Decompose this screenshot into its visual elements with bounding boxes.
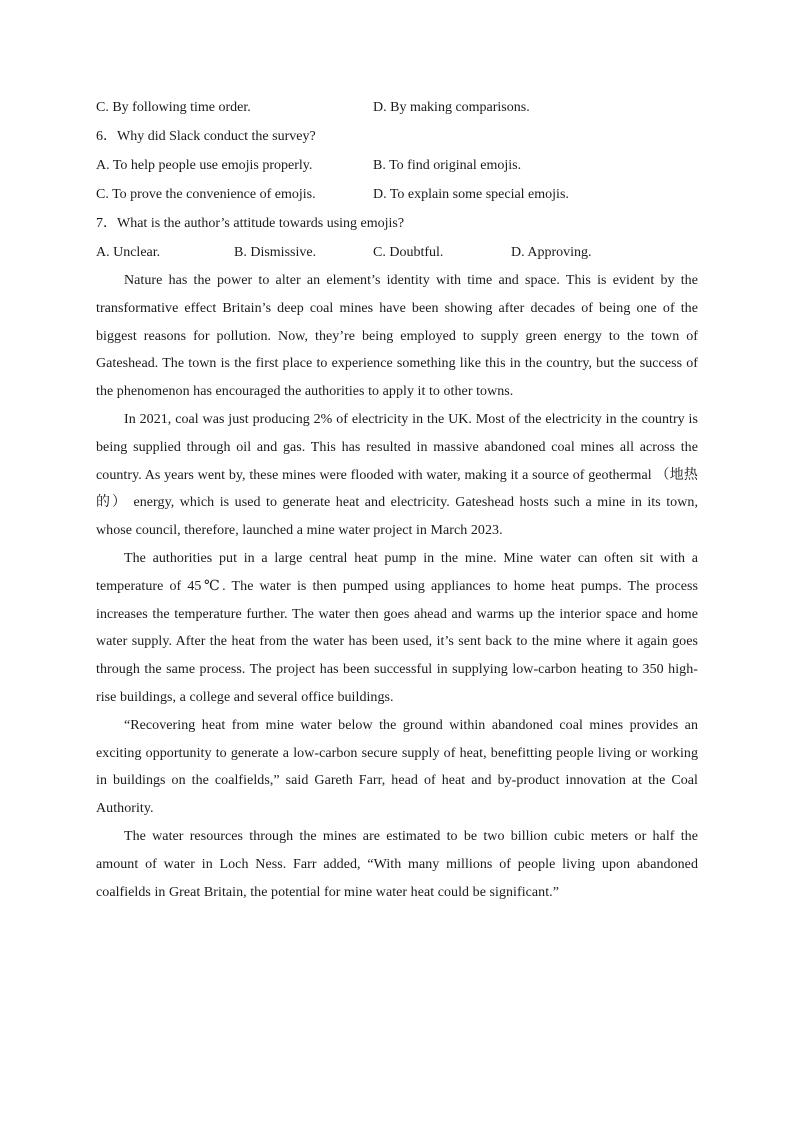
passage-paragraph-4: “Recovering heat from mine water below the ground within abandoned coal mines provides an exciting opportunity to generate a low-carbon secure supply of heat, benefitting people living or working in buildings on the coalfields,” said Gareth Farr, head of heat and by-product innovation at the Coal Authority.: [96, 717, 698, 817]
question-6-option-b[interactable]: B. To find original emojis.: [373, 158, 522, 173]
question-7-stem: 7．What is the author’s attitude towards using emojis?: [96, 216, 405, 231]
question-7-option-c[interactable]: C. Doubtful.: [373, 245, 444, 260]
question-6-option-c[interactable]: C. To prove the convenience of emojis.: [96, 187, 316, 202]
passage-paragraph-1: Nature has the power to alter an element’s identity with time and space. This is evident by the transformative effect Britain’s deep coal mines have been showing after decades of being one of the biggest reasons for pollution. Now, they’re being employed to supply green energy to the town of Gateshead. The town is the first place to experience something like this in the country, but the success of the phenomenon has encouraged the authorities to apply it to other towns.: [96, 273, 698, 400]
question-6-options-row-2: [96, 180, 698, 209]
question-7-options: [96, 238, 698, 267]
passage-paragraph-5: The water resources through the mines are estimated to be two billion cubic meters or half the amount of water in Loch Ness. Farr added, “With many millions of people living upon abandoned coalfields in Great Britain, the potential for mine water heat could be significant.”: [96, 828, 698, 900]
question-7-option-a[interactable]: A. Unclear.: [96, 245, 161, 260]
question-6-options-row-1: [96, 151, 698, 180]
question-5-option-d[interactable]: D. By making comparisons.: [373, 100, 530, 115]
passage-paragraph-2: In 2021, coal was just producing 2% of electricity in the UK. Most of the electricity in the country is being supplied through oil and gas. This has resulted in massive abandoned coal mines all across the country. As years went by, these mines were flooded with water, making it a source of geothermal （地热的） energy, which is used to generate heat and electricity. Gateshead hosts such a mine in its town, whose council, therefore, launched a mine water project in March 2023.: [96, 411, 698, 539]
question-6-stem: 6．Why did Slack conduct the survey?: [96, 129, 316, 144]
question-6-option-d[interactable]: D. To explain some special emojis.: [373, 187, 569, 202]
reading-passage: [96, 267, 698, 906]
question-5-option-c[interactable]: C. By following time order.: [96, 100, 251, 115]
question-5-options: [96, 93, 698, 122]
question-6-option-a[interactable]: A. To help people use emojis properly.: [96, 158, 313, 173]
question-7-option-b[interactable]: B. Dismissive.: [234, 245, 317, 260]
document-page: [96, 93, 698, 906]
question-7-option-d[interactable]: D. Approving.: [511, 245, 592, 260]
passage-paragraph-3: The authorities put in a large central heat pump in the mine. Mine water can often sit with a temperature of 45℃. The water is then pumped using appliances to home heat pumps. The process increases the temperature further. The water then goes ahead and warms up the interior space and home water supply. After the heat from the water has been used, it’s sent back to the mine where it again goes through the same process. The project has been successful in supplying low-carbon heating to 350 high-rise buildings, a college and several office buildings.: [96, 550, 698, 705]
